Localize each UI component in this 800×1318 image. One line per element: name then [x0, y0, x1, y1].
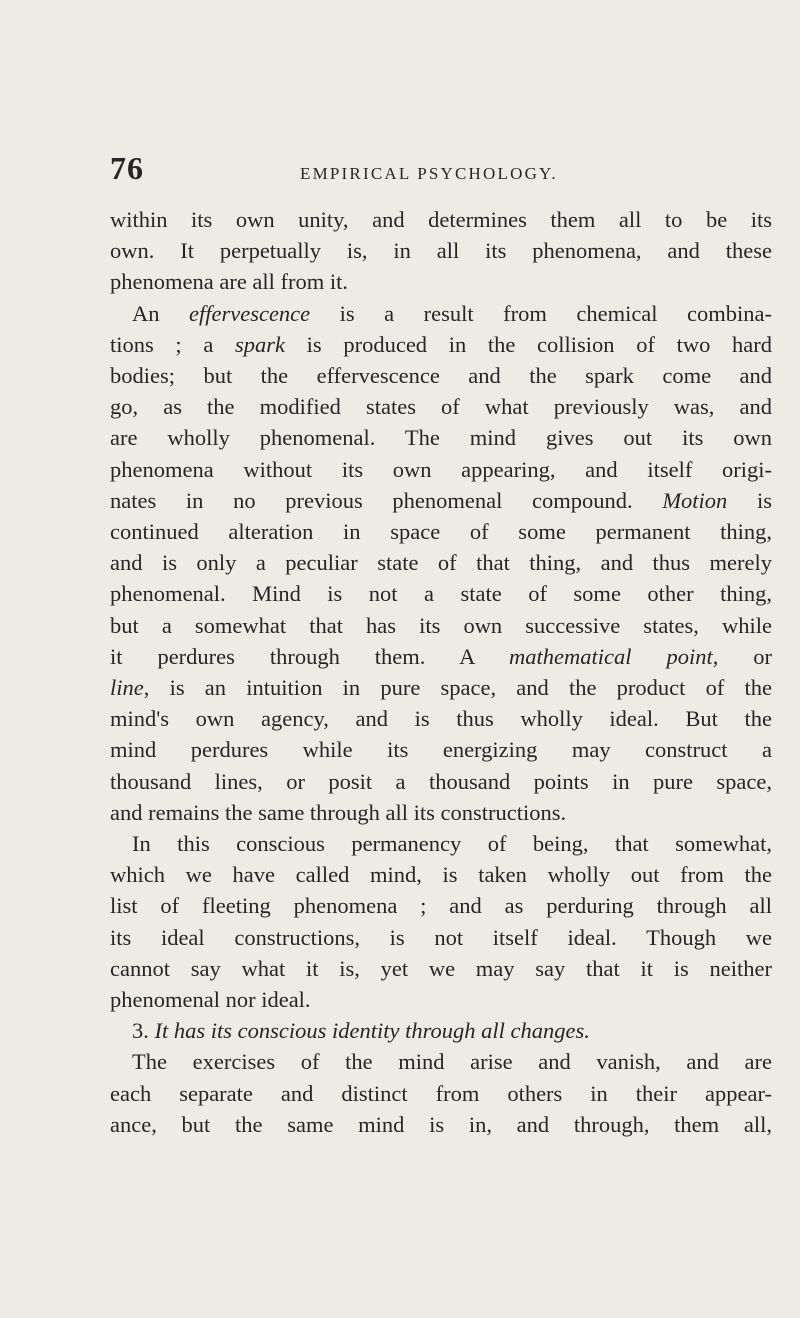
text-segment: An: [132, 300, 189, 326]
text-line: each separate and distinct from others in their appear-: [110, 1080, 772, 1106]
text-line: list of fleeting phenomena ; and as perduring through all: [110, 893, 772, 919]
text-line: within its own unity, and determines them all to be its: [110, 207, 772, 232]
text-segment: tions ; a: [110, 331, 235, 357]
text-line: [110, 329, 772, 360]
text-segment: 3.: [132, 1018, 155, 1044]
text-segment: is a result from chemical combina-: [310, 300, 773, 326]
text-line: which we have called mind, is taken wholly out from the: [110, 862, 772, 888]
italic-term: line: [110, 675, 144, 701]
text-segment: it perdures through them. A: [110, 643, 510, 669]
italic-term: spark: [235, 331, 285, 357]
text-line: ance, but the same mind is in, and through, them all,: [110, 1111, 772, 1137]
text-line: In this conscious permanency of being, that somewhat,: [132, 831, 772, 857]
italic-term: mathematical point: [509, 643, 713, 669]
italic-term: effervescence: [189, 300, 311, 326]
text-line: The exercises of the mind arise and vanish, and are: [132, 1049, 772, 1075]
text-segment: nates in no previous phenomenal compound.: [110, 487, 663, 513]
text-segment: , is an intuition in pure space, and the product of the: [143, 675, 772, 701]
text-line: cannot say what it is, yet we may say that it is neither: [110, 955, 772, 981]
text-line: [110, 1015, 772, 1046]
text-line: and remains the same through all its constructions.: [110, 799, 567, 825]
text-segment: is produced in the collision of two hard: [285, 331, 772, 357]
italic-term: It has its conscious identity through all changes.: [154, 1018, 590, 1044]
text-line: [110, 641, 772, 672]
text-line: bodies; but the effervescence and the spark come and: [110, 363, 772, 389]
text-segment: is: [727, 487, 772, 513]
page-number: 76: [110, 150, 144, 186]
running-title: EMPIRICAL PSYCHOLOGY.: [300, 164, 558, 183]
text-line: but a somewhat that has its own successive states, while: [110, 612, 772, 638]
text-line: phenomenal. Mind is not a state of some other thing,: [110, 581, 772, 607]
text-line: mind perdures while its energizing may construct a: [110, 737, 772, 763]
text-line: phenomenal nor ideal.: [110, 987, 311, 1013]
text-line: go, as the modified states of what previously was, and: [110, 394, 772, 420]
text-line: own. It perpetually is, in all its phenomena, and these: [110, 238, 772, 264]
text-line: phenomena are all from it.: [110, 269, 349, 295]
text-line: continued alteration in space of some permanent thing,: [110, 519, 772, 545]
text-segment: , or: [712, 643, 773, 669]
text-line: are wholly phenomenal. The mind gives out its own: [110, 425, 772, 451]
text-line: phenomena without its own appearing, and itself origi-: [110, 456, 772, 482]
italic-term: Motion: [662, 487, 728, 513]
body-text: [110, 204, 772, 1140]
text-line: thousand lines, or posit a thousand points in pure space,: [110, 768, 772, 794]
running-head: [110, 150, 772, 198]
text-line: [110, 672, 772, 703]
text-line: [110, 298, 772, 329]
text-line: mind's own agency, and is thus wholly ideal. But the: [110, 706, 772, 732]
text-line: and is only a peculiar state of that thing, and thus merely: [110, 550, 772, 576]
text-line: its ideal constructions, is not itself ideal. Though we: [110, 924, 772, 950]
text-line: [110, 485, 772, 516]
